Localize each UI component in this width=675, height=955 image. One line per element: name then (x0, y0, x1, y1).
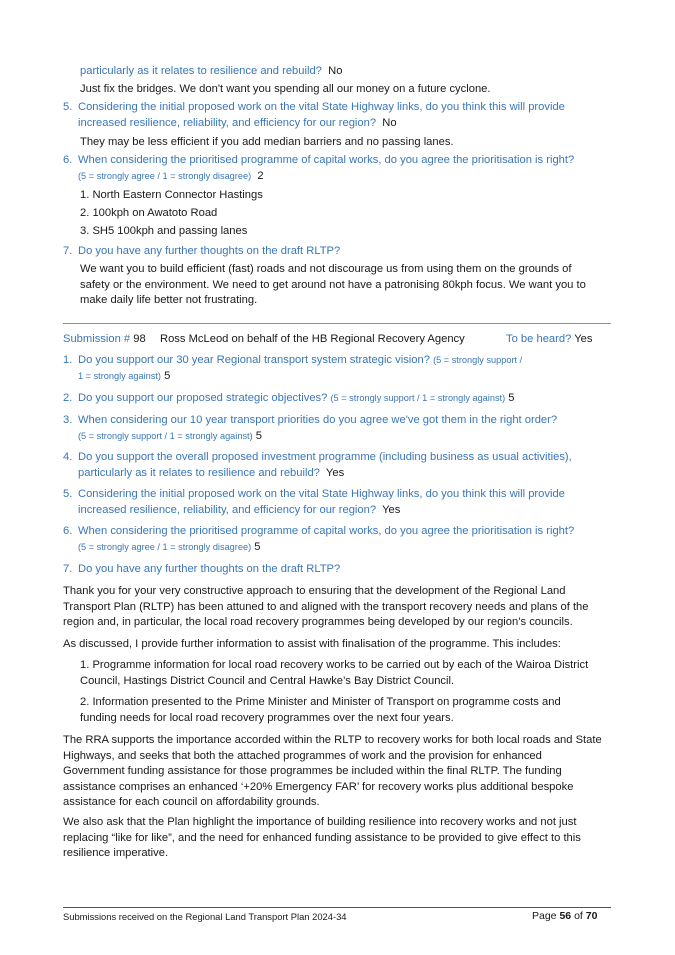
answer-2: 5 (508, 392, 515, 404)
question-5: 5. Considering the initial proposed work on the vital State Highway links, do you think this will provide increased resilience, reliability, and efficiency for our region? Yes (63, 488, 565, 516)
paragraph-resilience: We also ask that the Plan highlight the importance of building resilience into recovery works and not just replacing “like for like”, and the need for enhanced funding assistance to be provided to give effect to this resilience imperative. (63, 816, 581, 859)
question-2: 2. Do you support our proposed strategic objectives? (5 = strongly support / 1 = strongly against) 5 (63, 392, 515, 404)
list-item: 3. SH5 100kph and passing lanes (80, 225, 248, 237)
question-7: 7. Do you have any further thoughts on the draft RLTP? (63, 563, 341, 575)
submitter-name: Ross McLeod on behalf of the HB Regional Recovery Agency (160, 333, 465, 345)
question-6: 6. When considering the prioritised programme of capital works, do you agree the prioritisation is right? (5 = strongly agree / 1 = strongly disagree) 2 (63, 154, 575, 182)
submission-number: 98 (133, 333, 146, 345)
comment-7: We want you to build efficient (fast) roads and not discourage us from using them on the grounds of safety or the environment. We need to get around not have a patronising 80kph focus. We want you to make daily life better not frustrating. (80, 263, 586, 306)
question-4: 4. Do you support the overall proposed investment programme (including business as usual activities), particularly as it relates to resilience and rebuild? Yes (63, 451, 572, 479)
list-item: 1. Programme information for local road recovery works to be carried out by each of the Wairoa District Council, Hastings District Council and Central Hawke’s Bay District Council. (80, 659, 589, 687)
answer-6: 2 (257, 169, 264, 182)
footer-divider (63, 907, 611, 908)
comment-5: They may be less efficient if you add median barriers and no passing lanes. (80, 136, 454, 148)
answer-1: 5 (164, 369, 171, 382)
list-item: 1. North Eastern Connector Hastings (80, 189, 263, 201)
comment-4: Just fix the bridges. We don't want you spending all our money on a future cyclone. (80, 83, 491, 95)
submission-header: Submission # 98 Ross McLeod on behalf of the HB Regional Recovery Agency To be heard? Yes (63, 332, 615, 348)
paragraph-rra-supports: The RRA supports the importance accorded within the RLTP to recovery works for both local roads and State Highways, and seeks that both the attached programmes of work and the provision for enhanced Government funding assistance for those programmes be included within the final RLTP. The funding assistance comprises an enhanced ‘+20% Emergency FAR’ for recovery works plus additional bespoke assistance for each council on affordability grounds. (63, 734, 602, 808)
question-7: 7. Do you have any further thoughts on the draft RLTP? (63, 245, 341, 257)
question-3: 3. When considering our 10 year transport priorities do you agree we've got them in the right order? (5 = strongly support / 1 = strongly against) 5 (63, 414, 558, 442)
footer-title: Submissions received on the Regional Land Transport Plan 2024-34 (63, 911, 347, 922)
question-1: 1. Do you support our 30 year Regional transport system strategic vision? (5 = strongly support / 1 = strongly against) 5 (63, 354, 523, 382)
question-5: 5. Considering the initial proposed work on the vital State Highway links, do you think this will provide increased resilience, reliability, and efficiency for our region? No (63, 101, 565, 129)
page-number: Page 56 of 70 (532, 910, 598, 922)
list-item: 2. 100kph on Awatoto Road (80, 207, 218, 219)
answer-5: No (382, 116, 397, 129)
paragraph-discussed: As discussed, I provide further information to assist with finalisation of the programme. This includes: (63, 638, 561, 650)
answer-5: Yes (382, 503, 401, 516)
paragraph-thanks: Thank you for your very constructive approach to ensuring that the development of the Regional Land Transport Plan (RLTP) has been attuned to and aligned with the transport recovery needs and plans of the region and, in particular, the local road recovery programmes being developed by our region’s councils. (63, 585, 589, 628)
question-4-continuation: particularly as it relates to resilience and rebuild? No (80, 65, 343, 77)
to-be-heard: To be heard? Yes (506, 333, 593, 345)
list-item: 2. Information presented to the Prime Minister and Minister of Transport on programme costs and funding needs for local road recovery programmes over the next four years. (80, 696, 561, 724)
answer-4: No (328, 65, 343, 77)
question-6: 6. When considering the prioritised programme of capital works, do you agree the prioritisation is right? (5 = strongly agree / 1 = strongly disagree) 5 (63, 525, 575, 553)
answer-3: 5 (255, 429, 262, 442)
divider (63, 323, 611, 324)
answer-6: 5 (254, 540, 261, 553)
answer-4: Yes (325, 466, 345, 479)
